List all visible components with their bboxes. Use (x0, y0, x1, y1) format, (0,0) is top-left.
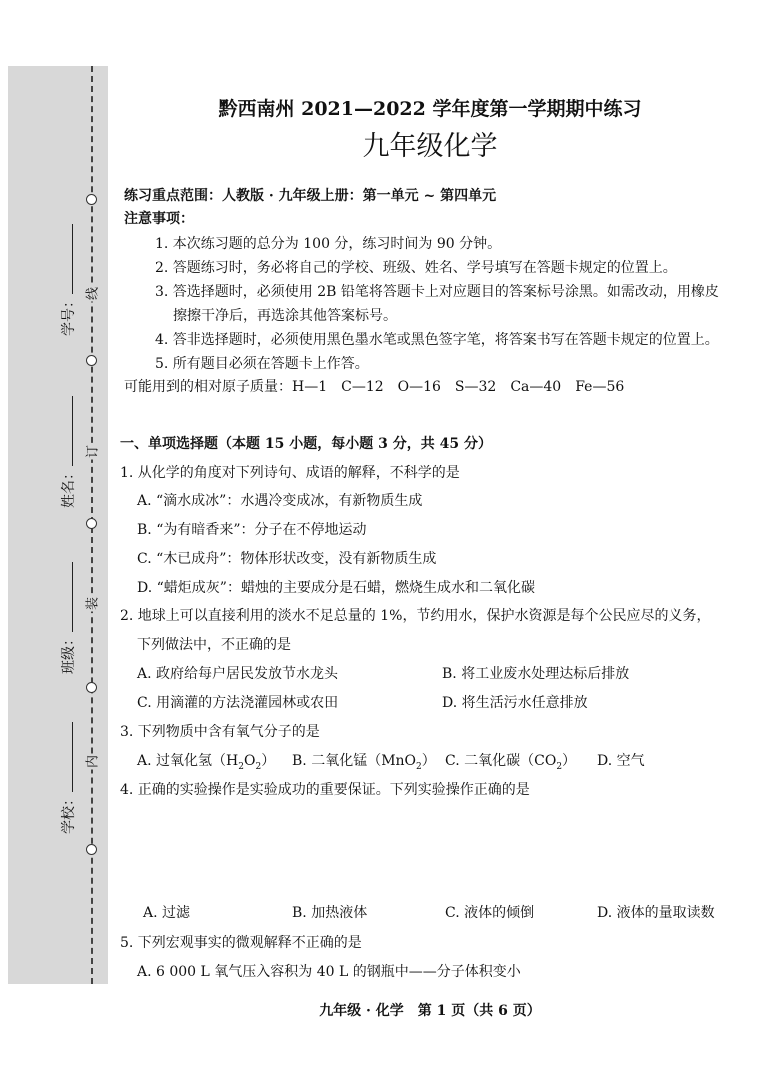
class-field[interactable] (58, 562, 78, 674)
question-2-stem: 2. 地球上可以直接利用的淡水不足总量的 1%，节约用水，保护水资源是每个公民应尽的义务， (120, 608, 711, 624)
q2-option-b: B. 将工业废水处理达标后排放 (442, 666, 630, 682)
binding-hole (86, 355, 97, 366)
q1-option-a: A. “滴水成冰”：水遇冷变成冰，有新物质生成 (137, 493, 423, 509)
binding-hole (86, 518, 97, 529)
name-field[interactable] (58, 396, 78, 508)
question-3-stem: 3. 下列物质中含有氧气分子的是 (120, 724, 320, 740)
exam-subtitle: 九年级化学 (362, 131, 498, 162)
note-item: 3. 答选择题时，必须使用 2B 铅笔将答题卡上对应题目的答案标号涂黑。如需改动，用橡皮 (155, 284, 719, 300)
scope-text: 练习重点范围：人教版 · 九年级上册：第一单元 ~ 第四单元 (124, 188, 497, 204)
q4-option-d: D. 液体的量取读数 (597, 905, 715, 921)
q3-option-b: B. 二氧化锰（MnO$_2$） (292, 753, 436, 772)
cut-char: 装 (82, 596, 101, 612)
q3-option-a: A. 过氧化氢$(H_2O_2)$ (137, 753, 276, 772)
field-label: 学校： (61, 792, 77, 834)
question-4-stem: 4. 正确的实验操作是实验成功的重要保证。下列实验操作正确的是 (120, 782, 530, 798)
note-item: 擦擦干净后，再选涂其他答案标号。 (173, 308, 397, 324)
student-id-field[interactable] (58, 224, 78, 336)
q4-option-c: C. 液体的倾倒 (445, 905, 535, 921)
field-label: 学号： (61, 294, 77, 336)
section-heading: 一、单项选择题（本题 15 小题，每小题 3 分，共 45 分） (120, 436, 492, 452)
question-5-stem: 5. 下列宏观事实的微观解释不正确的是 (120, 935, 362, 951)
q4-option-b: B. 加热液体 (292, 905, 368, 921)
note-item: 5. 所有题目必须在答题卡上作答。 (155, 356, 369, 372)
exam-title: 黔西南州 2021—2022 学年度第一学期期中练习 (218, 98, 642, 120)
binding-hole (86, 844, 97, 855)
q3-option-d: D. 空气 (597, 753, 645, 769)
notes-title: 注意事项： (124, 211, 194, 227)
question-1-stem: 1. 从化学的角度对下列诗句、成语的解释，不科学的是 (120, 465, 460, 481)
page-footer: 九年级 · 化学 第 1 页（共 6 页） (319, 1003, 541, 1019)
note-item: 4. 答非选择题时，必须使用黑色墨水笔或黑色签字笔，将答案书写在答题卡规定的位置上。 (155, 332, 719, 348)
school-field[interactable] (58, 722, 78, 834)
note-item: 2. 答题练习时，务必将自己的学校、班级、姓名、学号填写在答题卡规定的位置上。 (155, 260, 677, 276)
binding-hole (86, 682, 97, 693)
q1-option-d: D. “蜡炬成灰”：蜡烛的主要成分是石蜡，燃烧生成水和二氧化碳 (137, 580, 535, 596)
note-item: 1. 本次练习题的总分为 100 分，练习时间为 90 分钟。 (155, 236, 502, 252)
q3-option-c: C. 二氧化碳$(CO_2)$ (445, 753, 577, 772)
atomic-masses: 可能用到的相对原子质量：H—1 C—12 O—16 S—32 Ca—40 Fe—56 (124, 379, 625, 395)
question-2-stem-cont: 下列做法中，不正确的是 (137, 637, 291, 653)
q2-option-a: A. 政府给每户居民发放节水龙头 (137, 666, 339, 682)
q2-option-d: D. 将生活污水任意排放 (442, 695, 588, 711)
field-label: 班级： (61, 632, 77, 674)
cut-char: 线 (82, 286, 101, 302)
field-label: 姓名： (61, 466, 77, 508)
cut-char: 订 (82, 444, 101, 460)
q4-option-a: A. 过滤 (143, 905, 191, 921)
q5-option-a: A. 6 000 L 氧气压入容积为 40 L 的钢瓶中——分子体积变小 (137, 964, 521, 980)
q2-option-c: C. 用滴灌的方法浇灌园林或农田 (137, 695, 339, 711)
binding-hole (86, 194, 97, 205)
cut-char: 内 (82, 754, 101, 770)
q1-option-b: B. “为有暗香来”：分子在不停地运动 (137, 522, 367, 538)
q1-option-c: C. “木已成舟”：物体形状改变，没有新物质生成 (137, 551, 437, 567)
experiment-figure-area (140, 808, 740, 888)
